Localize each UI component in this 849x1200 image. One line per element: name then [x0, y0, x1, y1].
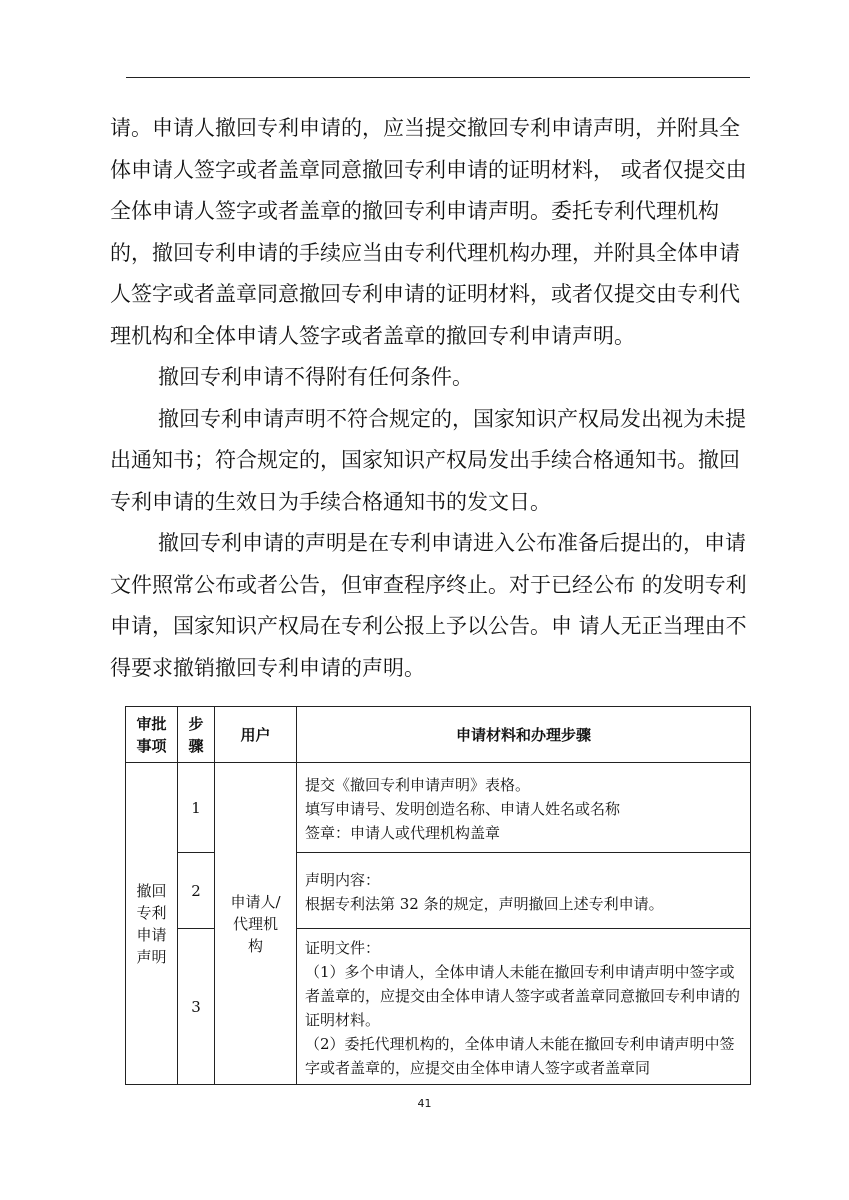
step-number: 2	[178, 853, 215, 929]
step-description	[297, 929, 751, 1085]
paragraph-notification: 撤回专利申请声明不符合规定的，国家知识产权局发出视为未提出通知书；符合规定的，国家知识产权局发出手续合格通知书。撤回专利申请的生效日为手续合格通知书的发文日。	[110, 406, 746, 514]
category-line: 撤回	[136, 881, 167, 900]
category-line: 专利	[136, 903, 167, 922]
step-number: 1	[178, 763, 215, 853]
description-line: （2）委托代理机构的，全体申请人未能在撤回专利申请声明中签字或者盖章的，应提交由全体申请人签字或者盖章同	[305, 1034, 735, 1077]
header-rule	[126, 77, 750, 78]
header-approval-item	[126, 707, 178, 763]
page-number: 41	[417, 1097, 432, 1110]
step-number: 3	[178, 929, 215, 1085]
header-approval-item-line1: 审批	[136, 714, 167, 733]
user-line: 申请人/	[230, 892, 281, 911]
header-step-line2: 骤	[188, 736, 204, 755]
description-line: 填写申请号、发明创造名称、申请人姓名或名称	[305, 799, 621, 818]
body-text	[110, 108, 760, 689]
description-line: 声明内容：	[305, 870, 381, 889]
paragraph-no-conditions: 撤回专利申请不得附有任何条件。	[158, 365, 473, 389]
description-line: 提交《撤回专利申请声明》表格。	[305, 775, 531, 794]
description-line: （1）多个申请人，全体申请人未能在撤回专利申请声明中签字或者盖章的，应提交由全体申请人签字或者盖章同意撤回专利申请的证明材料。	[305, 962, 741, 1029]
header-approval-item-line2: 事项	[136, 736, 167, 755]
header-user: 用户	[215, 707, 297, 763]
category-line: 声明	[136, 947, 167, 966]
table-row	[126, 763, 751, 853]
header-step-line1: 步	[188, 714, 204, 733]
user-cell	[215, 763, 297, 1085]
category-line: 申请	[136, 925, 167, 944]
step-description	[297, 853, 751, 929]
user-line: 构	[247, 936, 263, 955]
paragraph-withdrawal-procedure: 请。申请人撤回专利申请的，应当提交撤回专利申请声明，并附具全体申请人签字或者盖章同意撤回专利申请的证明材料， 或者仅提交由全体申请人签字或者盖章的撤回专利申请声明。委托专利代理机构的，撤回专利申请的手续应当由专利代理机构办理，并附具全体申请人签字或者盖章同意撤回专利申请的证明材料，或者仅提交由专利代理机构和全体申请人签字或者盖章的撤回专利申请声明。	[110, 116, 747, 348]
header-materials: 申请材料和办理步骤	[297, 707, 751, 763]
user-line: 代理机	[232, 914, 278, 933]
header-step	[178, 707, 215, 763]
procedure-table	[125, 706, 751, 1085]
paragraph-publication: 撤回专利申请的声明是在专利申请进入公布准备后提出的，申请文件照常公布或者公告，但审查程序终止。对于已经公布 的发明专利申请，国家知识产权局在专利公报上予以公告。申 请人无正当理由不得要求撤销撤回专利申请的声明。	[110, 531, 747, 680]
description-line: 证明文件：	[305, 938, 381, 957]
description-line: 根据专利法第 32 条的规定，声明撤回上述专利申请。	[305, 894, 664, 913]
category-cell	[126, 763, 178, 1085]
table-header-row	[126, 707, 751, 763]
description-line: 签章：申请人或代理机构盖章	[305, 823, 501, 842]
step-description	[297, 763, 751, 853]
